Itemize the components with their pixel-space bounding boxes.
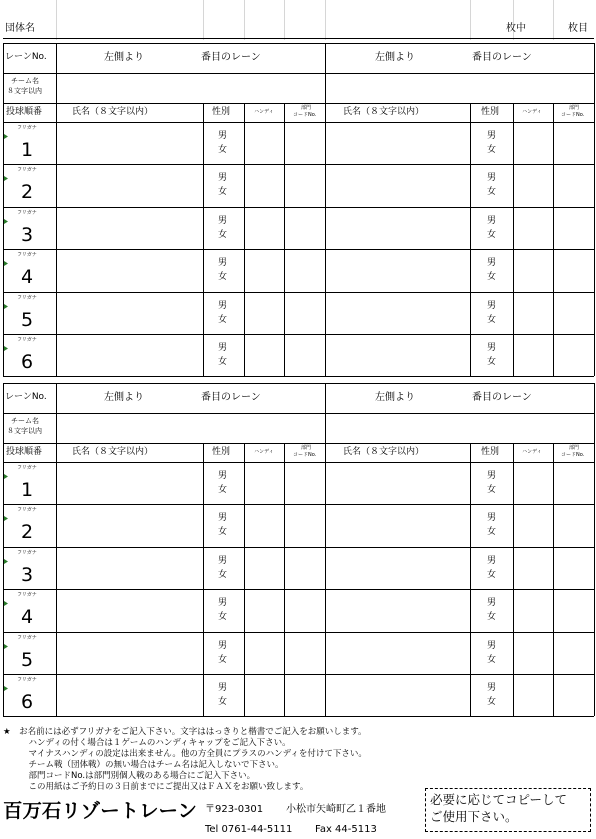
copy-note-line-2: ご使用下さい。 (430, 809, 518, 824)
gender-male-a: 男 (218, 343, 228, 353)
lane-suffix-label-a: 番目のレーン (201, 392, 261, 403)
bowling-alley-logo (3, 797, 199, 821)
gender-female-b: 女 (487, 187, 497, 197)
gender-female-b: 女 (487, 272, 497, 282)
gender-female-a: 女 (218, 612, 228, 622)
dept-header-a-1: 部門 (301, 445, 312, 451)
furigana-label: フリガナ (17, 167, 37, 173)
grid-hline (3, 376, 594, 377)
gender-male-b: 男 (487, 301, 497, 311)
grid-vline (470, 103, 471, 376)
furigana-label: フリガナ (17, 295, 37, 301)
address: 小松市矢崎町乙１番地 (286, 804, 386, 815)
gender-male-b: 男 (487, 556, 497, 566)
note-6: この用紙はご予約日の３日前までにご提出又はＦＡＸをお願い致します。 (3, 782, 309, 792)
gender-male-b: 男 (487, 216, 497, 226)
team-name-underline (3, 38, 594, 39)
gender-male-a: 男 (218, 683, 228, 693)
bowling-order-number: 1 (21, 479, 34, 501)
grid-vline (56, 43, 57, 376)
grid-vline (594, 43, 595, 376)
grid-vline (203, 103, 204, 376)
gender-male-a: 男 (218, 258, 228, 268)
gender-header-b: 性別 (481, 107, 500, 117)
gender-female-b: 女 (487, 145, 497, 155)
row-marker-icon (4, 304, 8, 308)
left-side-label-b: 左側より (375, 392, 415, 403)
note-5: 部門コードNo.は部門別個人戦のある場合にご記入下さい。 (3, 771, 256, 781)
gender-male-a: 男 (218, 598, 228, 608)
row-marker-icon (4, 219, 8, 223)
gender-male-b: 男 (487, 343, 497, 353)
grid-hline (3, 674, 594, 675)
grid-vline (3, 383, 4, 716)
dept-header-a-2: コードNo. (293, 112, 317, 118)
telephone: Tel 0761-44-5111 (205, 824, 293, 835)
gender-female-b: 女 (487, 612, 497, 622)
grid-vline (3, 43, 4, 376)
gender-male-b: 男 (487, 131, 497, 141)
grid-hline (3, 632, 594, 633)
gender-female-b: 女 (487, 230, 497, 240)
left-side-label-b: 左側より (375, 52, 415, 63)
gender-header-b: 性別 (481, 447, 500, 457)
row-marker-icon (4, 176, 8, 180)
grid-hline (3, 73, 594, 74)
grid-vline (203, 443, 204, 716)
grid-vline (513, 103, 514, 376)
gender-male-a: 男 (218, 513, 228, 523)
row-marker-icon (4, 686, 8, 690)
team-name-label-1: チーム名 (11, 417, 39, 425)
row-marker-icon (4, 134, 8, 138)
row-marker-icon (4, 644, 8, 648)
gender-male-a: 男 (218, 131, 228, 141)
note-2: ハンディの付く場合は１ゲームのハンディキャップをご記入下さい。 (3, 738, 291, 748)
grid-hline (3, 383, 594, 384)
furigana-label: フリガナ (17, 635, 37, 641)
row-marker-icon (4, 516, 8, 520)
bowling-order-number: 3 (21, 224, 34, 246)
lane-suffix-label-a: 番目のレーン (201, 52, 261, 63)
team-name-label-2: ８文字以内 (7, 427, 42, 435)
gender-female-a: 女 (218, 187, 228, 197)
grid-vline (284, 103, 285, 376)
lane-no-label: レーンNo. (5, 392, 47, 402)
gender-female-b: 女 (487, 485, 497, 495)
gender-male-a: 男 (218, 301, 228, 311)
bowling-order-number: 5 (21, 649, 34, 671)
bowling-order-number: 2 (21, 521, 34, 543)
copy-note-line-1: 必要に応じてコピーして (430, 792, 568, 807)
dept-header-b-2: コードNo. (561, 112, 585, 118)
gender-male-b: 男 (487, 641, 497, 651)
gender-female-b: 女 (487, 570, 497, 580)
gender-female-a: 女 (218, 272, 228, 282)
grid-hline (3, 164, 594, 165)
grid-vline (284, 443, 285, 716)
note-4: チーム戦（団体戦）の無い場合はチーム名は記入しないで下さい。 (3, 760, 284, 770)
grid-hline (3, 334, 594, 335)
bowling-order-header: 投球順番 (6, 107, 43, 117)
furigana-label: フリガナ (17, 550, 37, 556)
name-header-a: 氏名（８文字以内） (72, 447, 154, 457)
row-marker-icon (4, 346, 8, 350)
grid-hline (3, 547, 594, 548)
bowling-order-number: 3 (21, 564, 34, 586)
gender-male-a: 男 (218, 641, 228, 651)
row-marker-icon (4, 474, 8, 478)
grid-vline (470, 443, 471, 716)
gender-male-a: 男 (218, 173, 228, 183)
lane-no-label: レーンNo. (5, 52, 47, 62)
gender-female-a: 女 (218, 485, 228, 495)
gender-male-b: 男 (487, 471, 497, 481)
handicap-header-b: ハンディ (522, 109, 542, 115)
grid-vline (244, 443, 245, 716)
grid-hline (3, 207, 594, 208)
furigana-label: フリガナ (17, 592, 37, 598)
gender-male-b: 男 (487, 173, 497, 183)
gender-female-a: 女 (218, 570, 228, 580)
gender-female-b: 女 (487, 697, 497, 707)
gender-female-b: 女 (487, 315, 497, 325)
name-header-b: 氏名（８文字以内） (343, 107, 425, 117)
postal-code: 〒923-0301 (205, 804, 264, 815)
instructions (3, 727, 367, 793)
gender-male-a: 男 (218, 556, 228, 566)
row-marker-icon (4, 559, 8, 563)
furigana-label: フリガナ (17, 252, 37, 258)
grid-vline (553, 103, 554, 376)
grid-hline (3, 716, 594, 717)
fax: Fax 44-5113 (315, 824, 377, 835)
grid-hline (3, 103, 594, 104)
grid-hline (3, 589, 594, 590)
copy-note-box (425, 788, 591, 832)
gender-female-b: 女 (487, 655, 497, 665)
row-marker-icon (4, 601, 8, 605)
dept-header-a-1: 部門 (301, 105, 312, 111)
gender-male-b: 男 (487, 513, 497, 523)
grid-vline (244, 103, 245, 376)
gender-female-a: 女 (218, 655, 228, 665)
grid-hline (3, 504, 594, 505)
gender-male-a: 男 (218, 216, 228, 226)
grid-vline (513, 443, 514, 716)
gender-female-a: 女 (218, 145, 228, 155)
furigana-label: フリガナ (17, 465, 37, 471)
bowling-order-number: 6 (21, 691, 34, 713)
dept-header-b-1: 部門 (569, 445, 580, 451)
name-header-b: 氏名（８文字以内） (343, 447, 425, 457)
dept-header-b-1: 部門 (569, 105, 580, 111)
handicap-header-a: ハンディ (254, 449, 274, 455)
grid-vline (553, 443, 554, 716)
note-1: ★ お名前には必ずフリガナをご記入下さい。文字ははっきりと楷書でご記入をお願いします。 (3, 727, 367, 737)
bowling-order-header: 投球順番 (6, 447, 43, 457)
left-side-label-a: 左側より (104, 52, 144, 63)
gender-female-b: 女 (487, 527, 497, 537)
grid-hline (3, 462, 594, 463)
gender-female-a: 女 (218, 357, 228, 367)
sheet-count-label: 枚中 (506, 23, 526, 34)
gender-female-a: 女 (218, 230, 228, 240)
furigana-label: フリガナ (17, 337, 37, 343)
bowling-order-number: 2 (21, 181, 34, 203)
grid-hline (3, 249, 594, 250)
dept-header-b-2: コードNo. (561, 452, 585, 458)
lane-suffix-label-b: 番目のレーン (472, 392, 532, 403)
gender-header-a: 性別 (212, 447, 231, 457)
gender-header-a: 性別 (212, 107, 231, 117)
handicap-header-b: ハンディ (522, 449, 542, 455)
gender-male-b: 男 (487, 598, 497, 608)
grid-hline (3, 43, 594, 44)
bowling-order-number: 6 (21, 351, 34, 373)
bowling-order-number: 4 (21, 606, 34, 628)
furigana-label: フリガナ (17, 507, 37, 513)
grid-hline (3, 122, 594, 123)
bowling-order-number: 5 (21, 309, 34, 331)
sheet-number-label: 枚目 (568, 23, 588, 34)
gender-male-b: 男 (487, 258, 497, 268)
left-side-label-a: 左側より (104, 392, 144, 403)
grid-hline (3, 292, 594, 293)
team-name-label-2: ８文字以内 (7, 87, 42, 95)
grid-vline (594, 383, 595, 716)
handicap-header-a: ハンディ (254, 109, 274, 115)
lane-suffix-label-b: 番目のレーン (472, 52, 532, 63)
grid-hline (3, 443, 594, 444)
gender-female-a: 女 (218, 697, 228, 707)
name-header-a: 氏名（８文字以内） (72, 107, 154, 117)
furigana-label: フリガナ (17, 677, 37, 683)
furigana-label: フリガナ (17, 210, 37, 216)
furigana-label: フリガナ (17, 125, 37, 131)
row-marker-icon (4, 261, 8, 265)
grid-hline (3, 413, 594, 414)
note-3: マイナスハンディの設定は出来ません。他の方全員にプラスのハンディを付けて下さい。 (3, 749, 367, 759)
gender-female-a: 女 (218, 315, 228, 325)
gender-male-a: 男 (218, 471, 228, 481)
grid-vline (56, 383, 57, 716)
svg-text:百万石リゾートレーン: 百万石リゾートレーン (3, 800, 193, 821)
gender-female-b: 女 (487, 357, 497, 367)
team-name-label: 団体名 (5, 23, 35, 34)
bowling-order-number: 4 (21, 266, 34, 288)
team-name-label-1: チーム名 (11, 77, 39, 85)
grid-vline (325, 43, 326, 376)
gender-male-b: 男 (487, 683, 497, 693)
bowling-order-number: 1 (21, 139, 34, 161)
grid-vline (325, 383, 326, 716)
dept-header-a-2: コードNo. (293, 452, 317, 458)
gender-female-a: 女 (218, 527, 228, 537)
